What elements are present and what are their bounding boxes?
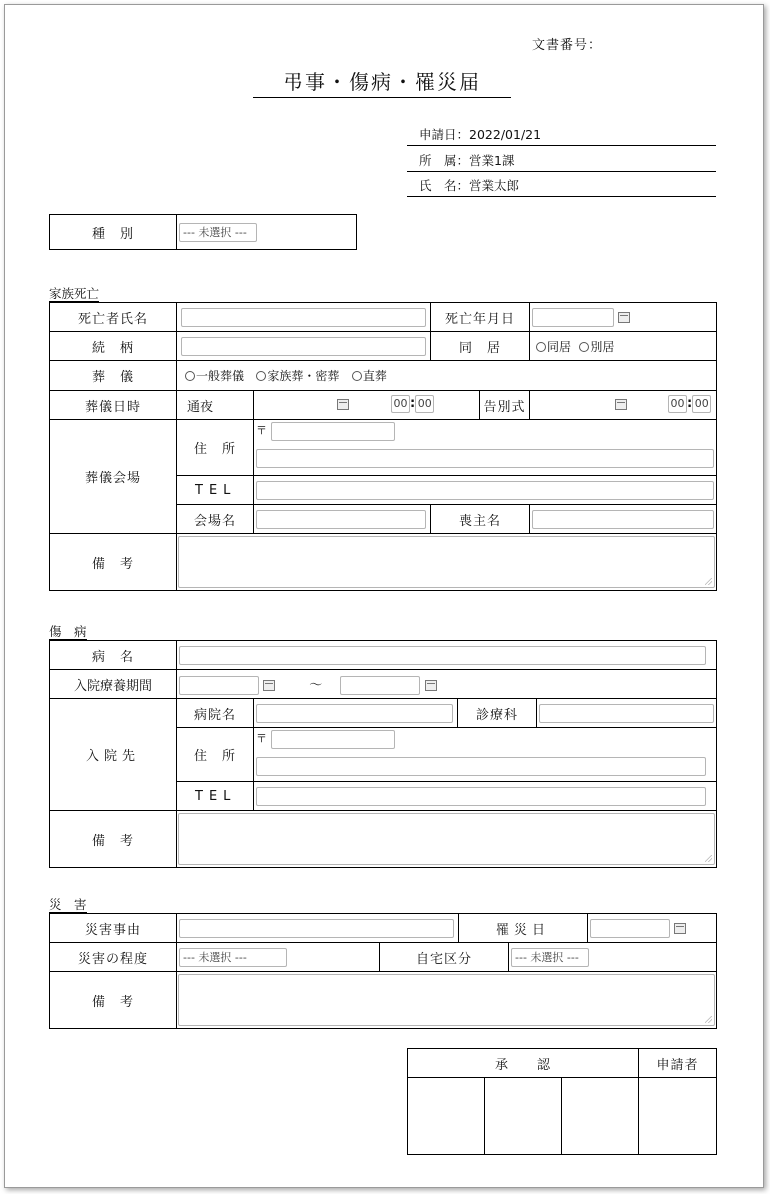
- calendar-icon[interactable]: [618, 312, 630, 323]
- disaster-degree-label: 災害の程度: [50, 943, 177, 972]
- name-value: 営業太郎: [469, 178, 520, 193]
- calendar-icon[interactable]: [425, 680, 437, 691]
- doc-number-label: 文書番号：: [532, 38, 603, 53]
- family-death-section: 家族死亡: [49, 286, 100, 301]
- funeral-remarks-label: 備 考: [50, 534, 177, 591]
- deceased-name-input[interactable]: [181, 308, 426, 327]
- disaster-remarks-label: 備 考: [50, 972, 177, 1029]
- page-title: 弔事・傷病・罹災届: [253, 66, 511, 98]
- postal-mark: 〒: [256, 732, 267, 745]
- approval-stamp-box: [562, 1078, 639, 1155]
- home-class-label: 自宅区分: [380, 943, 509, 972]
- chief-mourner-label: 喪主名: [431, 505, 530, 534]
- calendar-icon[interactable]: [674, 923, 686, 934]
- calendar-icon[interactable]: [615, 399, 627, 410]
- disaster-remarks-textarea[interactable]: [178, 974, 715, 1026]
- hospital-name-label: 病院名: [177, 699, 254, 728]
- hospital-address-input[interactable]: [256, 757, 706, 776]
- venue-tel-label: TEL: [177, 476, 254, 505]
- postal-mark: 〒: [256, 424, 267, 437]
- name-line: [407, 175, 716, 197]
- relation-input[interactable]: [181, 337, 426, 356]
- hospitalization-period-label: 入院療養期間: [50, 670, 177, 699]
- illness-section: 傷 病: [49, 624, 87, 639]
- venue-name-label: 会場名: [177, 505, 254, 534]
- farewell-hour-input[interactable]: 00: [668, 395, 687, 413]
- disease-name-input[interactable]: [179, 646, 706, 665]
- death-date-input[interactable]: [532, 308, 614, 327]
- apply-date-label: 申請日：: [419, 127, 470, 142]
- venue-address-input[interactable]: [256, 449, 714, 468]
- disaster-section: 災 害: [49, 897, 87, 912]
- hospital-postal-input[interactable]: [271, 730, 395, 749]
- approval-stamp-box: [485, 1078, 562, 1155]
- disease-name-label: 病 名: [50, 641, 177, 670]
- name-label: 氏 名：: [419, 178, 470, 193]
- radio-direct-cremation[interactable]: [352, 371, 362, 381]
- wake-hour-input[interactable]: 00: [391, 395, 410, 413]
- funeral-datetime-label: 葬儀日時: [50, 391, 177, 420]
- apply-date-line: [407, 124, 716, 146]
- hospital-label: 入院先: [50, 699, 177, 811]
- disaster-degree-select[interactable]: --- 未選択 ---: [179, 948, 287, 967]
- period-tilde: ～: [309, 677, 323, 693]
- radio-general-funeral[interactable]: [185, 371, 195, 381]
- calendar-icon[interactable]: [337, 399, 349, 410]
- radio-cohabit[interactable]: [536, 342, 546, 352]
- category-select[interactable]: --- 未選択 ---: [179, 223, 257, 242]
- dept-value: 営業1課: [469, 153, 515, 168]
- radio-separate[interactable]: [579, 342, 589, 352]
- approval-stamp-box: [408, 1078, 485, 1155]
- disaster-reason-input[interactable]: [179, 919, 454, 938]
- disaster-date-input[interactable]: [590, 919, 670, 938]
- chief-mourner-input[interactable]: [532, 510, 714, 529]
- dept-line: [407, 150, 716, 172]
- radio-direct-cremation-label: 直葬: [362, 369, 387, 383]
- category-label: 種 別: [50, 215, 177, 250]
- radio-family-funeral[interactable]: [256, 371, 266, 381]
- relation-label: 続 柄: [50, 332, 177, 361]
- period-start-input[interactable]: [179, 676, 259, 695]
- applicant-header: 申請者: [639, 1049, 717, 1078]
- farewell-label: 告別式: [480, 391, 530, 420]
- venue-name-input[interactable]: [256, 510, 426, 529]
- illness-remarks-textarea[interactable]: [178, 813, 715, 865]
- disaster-reason-label: 災害事由: [50, 914, 177, 943]
- death-date-label: 死亡年月日: [431, 303, 530, 332]
- funeral-remarks-textarea[interactable]: [178, 536, 715, 588]
- period-end-input[interactable]: [340, 676, 420, 695]
- disaster-date-label: 罹災日: [459, 914, 588, 943]
- department-input[interactable]: [539, 704, 714, 723]
- calendar-icon[interactable]: [263, 680, 275, 691]
- time-separator: :: [687, 396, 693, 411]
- funeral-label: 葬 儀: [50, 361, 177, 391]
- hospital-tel-label: TEL: [177, 782, 254, 811]
- department-label: 診療科: [458, 699, 537, 728]
- time-separator: :: [410, 396, 416, 411]
- dept-label: 所 属：: [419, 153, 470, 168]
- radio-family-funeral-label: 家族葬・密葬: [267, 369, 340, 383]
- farewell-minute-input[interactable]: 00: [692, 395, 711, 413]
- venue-label: 葬儀会場: [50, 420, 177, 534]
- radio-cohabit-label: 同居: [547, 339, 572, 354]
- hospital-address-label: 住 所: [177, 728, 254, 782]
- hospital-name-input[interactable]: [256, 704, 453, 723]
- apply-date-value: 2022/01/21: [469, 127, 542, 142]
- hospital-tel-input[interactable]: [256, 787, 706, 806]
- radio-general-funeral-label: 一般葬儀: [196, 369, 245, 383]
- radio-separate-label: 別居: [590, 339, 615, 354]
- cohabit-label: 同 居: [431, 332, 530, 361]
- deceased-name-label: 死亡者氏名: [50, 303, 177, 332]
- venue-postal-input[interactable]: [271, 422, 395, 441]
- venue-address-label: 住 所: [177, 420, 254, 476]
- home-class-select[interactable]: --- 未選択 ---: [511, 948, 589, 967]
- applicant-stamp-box: [639, 1078, 717, 1155]
- venue-tel-input[interactable]: [256, 481, 714, 500]
- approval-header: 承 認: [408, 1049, 639, 1078]
- illness-remarks-label: 備 考: [50, 811, 177, 868]
- wake-minute-input[interactable]: 00: [415, 395, 434, 413]
- wake-label: 通夜: [177, 391, 254, 420]
